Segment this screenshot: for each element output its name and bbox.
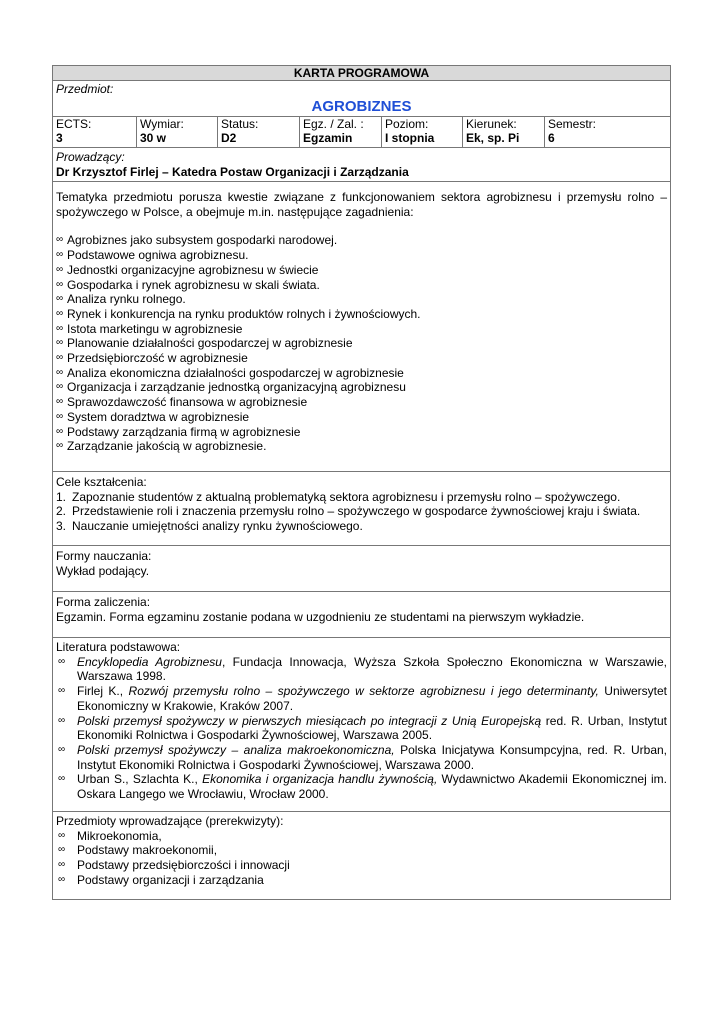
prerequisites-list	[56, 829, 667, 888]
infinity-bullet-icon: ∞	[56, 440, 64, 452]
topics-list	[56, 233, 667, 454]
list-item	[56, 490, 667, 505]
infinity-bullet-icon: ∞	[56, 234, 64, 246]
goals-section	[53, 472, 670, 546]
infinity-bullet-icon: ∞	[56, 366, 64, 378]
info-label: ECTS:	[56, 117, 92, 131]
info-label: Poziom:	[385, 117, 429, 131]
list-item	[56, 307, 667, 322]
forms-section	[53, 546, 670, 592]
info-label: Wymiar:	[140, 117, 184, 131]
prerequisite-text: Mikroekonomia,	[77, 828, 162, 843]
infinity-bullet-icon: ∞	[56, 249, 64, 261]
list-item	[56, 395, 667, 410]
list-item	[56, 366, 667, 381]
list-item	[56, 336, 667, 351]
topic-text: Zarządzanie jakością w agrobiznesie.	[67, 439, 267, 454]
lit-title: Polski przemysł spożywczy – analiza makroekonomiczna,	[77, 742, 395, 757]
topic-text: Podstawowe ogniwa agrobiznesu.	[67, 248, 249, 263]
info-value: I stopnia	[385, 131, 435, 145]
goal-text: Zapoznanie studentów z aktualną problematyką sektora agrobiznesu i przemysłu rolno – spożywczego.	[72, 489, 621, 504]
list-item	[56, 263, 667, 278]
infinity-bullet-icon: ∞	[56, 381, 64, 393]
literature-list	[56, 655, 667, 802]
goals-label: Cele kształcenia:	[56, 475, 147, 489]
infinity-bullet-icon: ∞	[56, 337, 64, 349]
lit-rest: red. R. Urban, Instytut Ekonomiki Rolnictwa i Gospodarki Żywnościowej, Warszawa 2005.	[77, 713, 667, 743]
topic-text: Sprawozdawczość finansowa w agrobiznesie	[67, 395, 308, 410]
topics-section	[53, 182, 670, 472]
forms-label: Formy nauczania:	[56, 549, 152, 563]
prerequisite-text: Podstawy organizacji i zarządzania	[77, 872, 264, 887]
card-title: KARTA PROGRAMOWA	[53, 66, 670, 81]
info-cell-exam	[300, 117, 382, 147]
info-label: Status:	[221, 117, 259, 131]
info-value: Egzamin	[303, 131, 353, 145]
infinity-bullet-icon: ∞	[58, 714, 66, 726]
subject-label: Przedmiot:	[56, 82, 114, 96]
info-label: Kierunek:	[466, 117, 517, 131]
goals-list	[56, 490, 667, 534]
goal-number: 2.	[56, 504, 67, 519]
infinity-bullet-icon: ∞	[58, 829, 66, 841]
info-cell-level	[382, 117, 463, 147]
literature-label: Literatura podstawowa:	[56, 640, 181, 654]
info-value: 30 w	[140, 131, 167, 145]
infinity-bullet-icon: ∞	[58, 873, 66, 885]
info-value: D2	[221, 131, 237, 145]
list-item	[56, 248, 667, 263]
info-cell-wymiar	[137, 117, 218, 147]
topic-text: Planowanie działalności gospodarczej w agrobiznesie	[67, 336, 353, 351]
topic-text: Jednostki organizacyjne agrobiznesu w świecie	[67, 262, 319, 277]
infinity-bullet-icon: ∞	[56, 322, 64, 334]
info-value: 3	[56, 131, 63, 145]
topic-text: Analiza ekonomiczna działalności gospodarczej w agrobiznesie	[67, 365, 404, 380]
infinity-bullet-icon: ∞	[58, 859, 66, 871]
topic-text: Agrobiznes jako subsystem gospodarki narodowej.	[67, 233, 338, 248]
prerequisite-text: Podstawy przedsiębiorczości i innowacji	[77, 858, 290, 873]
topic-text: Podstawy zarządzania firmą w agrobiznesie	[67, 424, 301, 439]
lit-rest: Wydawnictwo Akademii Ekonomicznej im. Oskara Langego we Wrocławiu, Wrocław 2000.	[77, 772, 667, 802]
list-item	[56, 380, 667, 395]
goal-number: 1.	[56, 489, 67, 504]
infinity-bullet-icon: ∞	[58, 743, 66, 755]
infinity-bullet-icon: ∞	[58, 844, 66, 856]
teacher-value: Dr Krzysztof Firlej – Katedra Postaw Organizacji i Zarządzania	[56, 165, 409, 179]
lit-title: Encyklopedia Agrobiznesu	[77, 654, 222, 669]
credit-value: Egzamin. Forma egzaminu zostanie podana w uzgodnieniu ze studentami na pierwszym wykładzie.	[56, 609, 585, 624]
list-item	[56, 278, 667, 293]
info-cell-semester	[545, 117, 670, 147]
credit-label: Forma zaliczenia:	[56, 595, 151, 609]
lit-title: Polski przemysł spożywczy w pierwszych miesiącach po integracji z Unią Europejską	[77, 713, 542, 728]
infinity-bullet-icon: ∞	[56, 396, 64, 408]
topic-text: Gospodarka i rynek agrobiznesu w skali świata.	[67, 277, 320, 292]
infinity-bullet-icon: ∞	[56, 263, 64, 275]
list-item	[56, 772, 667, 801]
list-item	[56, 504, 667, 519]
info-cell-status	[218, 117, 300, 147]
list-item	[56, 425, 667, 440]
subject-name: AGROBIZNES	[311, 98, 412, 115]
infinity-bullet-icon: ∞	[58, 655, 66, 667]
teacher-label: Prowadzący:	[56, 150, 125, 164]
info-cell-direction	[463, 117, 545, 147]
credit-section	[53, 592, 670, 638]
goal-text: Przedstawienie roli i znaczenia przemysłu rolno – spożywczego w gospodarce żywnościowej kraju i świata.	[72, 504, 641, 519]
program-card	[52, 65, 671, 900]
goal-number: 3.	[56, 519, 67, 534]
topic-text: Rynek i konkurencja na rynku produktów rolnych i żywnościowych.	[67, 306, 421, 321]
lit-author: Urban S., Szlachta K.,	[77, 772, 203, 787]
info-cell-ects	[53, 117, 137, 147]
lit-rest: , Fundacja Innowacja, Wyższa Szkoła Społeczno Ekonomiczna w Warszawie, Warszawa 1998.	[77, 654, 667, 684]
prerequisite-text: Podstawy makroekonomii,	[77, 843, 218, 858]
infinity-bullet-icon: ∞	[56, 425, 64, 437]
topic-text: System doradztwa w agrobiznesie	[67, 409, 250, 424]
infinity-bullet-icon: ∞	[56, 410, 64, 422]
forms-value: Wykład podający.	[56, 563, 150, 578]
info-label: Semestr:	[548, 117, 597, 131]
prerequisites-section	[53, 812, 670, 899]
lit-rest: Uniwersytet Ekonomiczny w Krakowie, Kraków 2007.	[77, 684, 667, 713]
infinity-bullet-icon: ∞	[56, 352, 64, 364]
infinity-bullet-icon: ∞	[58, 773, 66, 785]
list-item	[56, 684, 667, 713]
list-item	[56, 858, 667, 873]
topic-text: Istota marketingu w agrobiznesie	[67, 321, 243, 336]
subject-section	[53, 81, 670, 117]
list-item	[56, 743, 667, 772]
list-item	[56, 829, 667, 844]
info-label: Egz. / Zal. :	[303, 117, 364, 131]
teacher-section	[53, 148, 670, 182]
list-item	[56, 519, 667, 534]
list-item	[56, 233, 667, 248]
infinity-bullet-icon: ∞	[56, 293, 64, 305]
list-item	[56, 410, 667, 425]
goal-text: Nauczanie umiejętności analizy rynku żywnościowego.	[72, 519, 363, 534]
topic-text: Analiza rynku rolnego.	[67, 292, 186, 307]
list-item	[56, 655, 667, 684]
topic-text: Organizacja i zarządzanie jednostką organizacyjną agrobiznesu	[67, 380, 406, 395]
topic-text: Przedsiębiorczość w agrobiznesie	[67, 351, 248, 366]
info-row	[53, 117, 670, 148]
list-item	[56, 322, 667, 337]
infinity-bullet-icon: ∞	[58, 685, 66, 697]
list-item	[56, 439, 667, 454]
prerequisites-label: Przedmioty wprowadzające (prerekwizyty):	[56, 814, 284, 828]
info-value: Ek, sp. Pi	[466, 131, 520, 145]
list-item	[56, 873, 667, 888]
lit-title: Ekonomika i organizacja handlu żywnością,	[202, 772, 438, 787]
list-item	[56, 843, 667, 858]
infinity-bullet-icon: ∞	[56, 307, 64, 319]
info-value: 6	[548, 131, 555, 145]
lit-author: Firlej K.,	[77, 684, 129, 699]
lit-title: Rozwój przemysłu rolno – spożywczego w sektorze agrobiznesu i jego determinanty,	[128, 684, 599, 699]
list-item	[56, 292, 667, 307]
topics-intro: Tematyka przedmiotu porusza kwestie związane z funkcjonowaniem sektora agrobiznesu i przemysłu rolno – spożywczego w Polsce, a obejmuje m.in. następujące zagadnienia:	[56, 190, 667, 219]
literature-section	[53, 638, 670, 812]
list-item	[56, 351, 667, 366]
list-item	[56, 714, 667, 743]
infinity-bullet-icon: ∞	[56, 278, 64, 290]
lit-rest: Polska Inicjatywa Konsumpcyjna, red. R. Urban, Instytut Ekonomiki Rolnictwa i Gospodarki Żywnościowej, Warszawa 2000.	[77, 742, 668, 772]
